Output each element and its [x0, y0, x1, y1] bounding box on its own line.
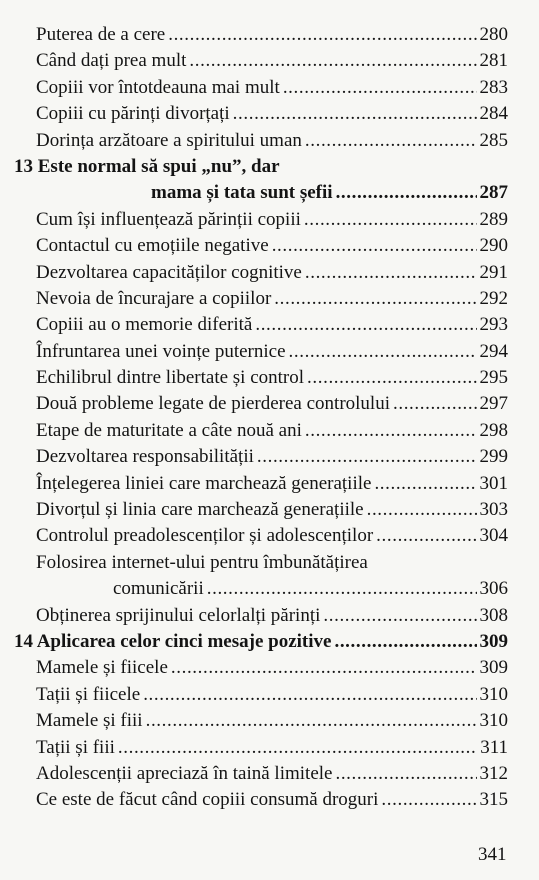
dot-leader: [323, 603, 476, 629]
toc-entry-page: 295: [479, 367, 508, 389]
toc-entry: [14, 735, 508, 761]
dot-leader: [146, 708, 477, 734]
dot-leader: [189, 48, 476, 74]
toc-entry: [14, 286, 508, 312]
chapter-13-page: 287: [479, 182, 508, 204]
dot-leader: [257, 444, 477, 470]
toc-entry-page: 280: [479, 24, 508, 45]
toc-entry-title: Două probleme legate de pierderea controlului: [36, 393, 390, 415]
dot-leader: [305, 260, 477, 286]
toc-entry-title: Copiii cu părinți divorțați: [36, 103, 230, 125]
dot-leader: [305, 128, 477, 154]
toc-entry: [14, 444, 508, 470]
dot-leader: [335, 761, 476, 787]
toc-entry: [14, 75, 508, 101]
chapter-14-title: 14 Aplicarea celor cinci mesaje pozitive: [14, 630, 332, 652]
toc-entry: [14, 523, 508, 549]
toc-entry-title: Divorțul și linia care marchează generațiile: [36, 499, 364, 521]
chapter-13-title-line2: mama și tata sunt șefii: [151, 182, 333, 204]
dot-leader: [376, 523, 476, 549]
toc-entry-page: 308: [479, 604, 508, 626]
toc-entry-title: Tații și fiicele: [36, 683, 141, 705]
toc-entry-title: Mamele și fiii: [36, 710, 143, 732]
toc-entry-page: 281: [479, 50, 508, 72]
toc-entry-title-line1: Folosirea internet-ului pentru îmbunătățirea: [36, 551, 368, 573]
toc-entry: [14, 48, 508, 74]
toc-entry-page: 304: [479, 525, 508, 547]
chapter-13-title-line1: 13 Este normal să spui „nu”, dar: [14, 155, 280, 177]
dot-leader: [374, 471, 476, 497]
toc-entry-wrapped-cont: [14, 576, 508, 602]
toc-entry-page: 311: [480, 736, 508, 758]
toc-entry-title: Copiii au o memorie diferită: [36, 314, 253, 336]
toc-entry: [14, 128, 508, 154]
chapter-13-heading: [14, 154, 508, 180]
toc-entry: [14, 787, 508, 813]
toc-entry: [14, 260, 508, 286]
dot-leader: [367, 497, 477, 523]
toc-entry-title: Etape de maturitate a câte nouă ani: [36, 419, 302, 441]
toc-entry: [14, 761, 508, 787]
toc-entry-title: Copiii vor întotdeauna mai mult: [36, 76, 280, 98]
toc-entry-page: 297: [479, 393, 508, 415]
toc-entry-title: Adolescenții apreciază în taină limitele: [36, 762, 333, 784]
toc-entry-title: Controlul preadolescenților și adolescenților: [36, 525, 374, 547]
toc-entry-title: Obținerea sprijinului celorlalți părinți: [36, 604, 321, 626]
toc-entry-title: Când dați prea mult: [36, 50, 187, 72]
table-of-contents: [14, 22, 508, 814]
toc-entry-page: 291: [479, 261, 508, 283]
toc-entry: [14, 207, 508, 233]
dot-leader: [255, 312, 476, 338]
toc-entry: [14, 101, 508, 127]
toc-entry-page: 293: [479, 314, 508, 336]
dot-leader: [283, 75, 477, 101]
toc-entry-title: Contactul cu emoțiile negative: [36, 235, 269, 257]
dot-leader: [118, 735, 477, 761]
toc-entry-title: Nevoia de încurajare a copiilor: [36, 287, 272, 309]
dot-leader: [168, 22, 476, 48]
dot-leader: [289, 339, 477, 365]
toc-entry-page: 289: [479, 208, 508, 230]
toc-entry-page: 294: [479, 340, 508, 362]
toc-entry-page: 299: [479, 446, 508, 468]
toc-entry-title: Echilibrul dintre libertate și control: [36, 367, 305, 389]
toc-entry-page: 298: [479, 419, 508, 441]
chapter-13-heading-cont: [14, 180, 508, 206]
toc-entry: [14, 391, 508, 417]
dot-leader: [307, 365, 476, 391]
toc-entry-page: 310: [479, 710, 508, 732]
toc-entry-page: 312: [479, 762, 508, 784]
chapter-14-heading: [14, 629, 508, 655]
toc-entry: [14, 312, 508, 338]
dot-leader: [334, 629, 476, 655]
dot-leader: [393, 391, 477, 417]
toc-entry-page: 315: [479, 789, 508, 811]
dot-leader: [207, 576, 477, 602]
toc-entry-page: 301: [479, 472, 508, 494]
toc-entry-page: 284: [479, 103, 508, 125]
toc-entry-page: 310: [479, 683, 508, 705]
dot-leader: [274, 286, 476, 312]
toc-entry-title-line2: comunicării: [113, 578, 204, 600]
toc-entry: [14, 22, 508, 48]
toc-entry-wrapped: [14, 550, 508, 576]
toc-entry-page: 285: [479, 129, 508, 151]
toc-entry-title: Înfruntarea unei voințe puternice: [36, 340, 286, 362]
toc-entry-page: 309: [479, 657, 508, 679]
dot-leader: [336, 180, 477, 206]
dot-leader: [304, 207, 477, 233]
toc-entry-page: 306: [479, 578, 508, 600]
toc-entry-title: Cum își influențează părinții copiii: [36, 208, 301, 230]
toc-entry: [14, 497, 508, 523]
dot-leader: [143, 682, 476, 708]
chapter-14-page: 309: [479, 630, 508, 652]
toc-entry-title: Puterea de a cere: [36, 24, 166, 45]
toc-entry-title: Dezvoltarea responsabilității: [36, 446, 254, 468]
toc-entry: [14, 471, 508, 497]
toc-entry-title: Dezvoltarea capacităților cognitive: [36, 261, 302, 283]
toc-entry: [14, 682, 508, 708]
toc-entry: [14, 708, 508, 734]
dot-leader: [272, 233, 477, 259]
toc-entry: [14, 418, 508, 444]
dot-leader: [381, 787, 476, 813]
dot-leader: [171, 655, 477, 681]
toc-entry-page: 303: [479, 499, 508, 521]
toc-entry-page: 292: [479, 287, 508, 309]
toc-entry-page: 283: [479, 76, 508, 98]
toc-entry-page: 290: [479, 235, 508, 257]
toc-entry-title: Dorința arzătoare a spiritului uman: [36, 129, 302, 151]
dot-leader: [305, 418, 477, 444]
toc-entry: [14, 233, 508, 259]
toc-entry-title: Ce este de făcut când copiii consumă droguri: [36, 789, 379, 811]
toc-entry-title: Tații și fiii: [36, 736, 115, 758]
toc-entry: [14, 365, 508, 391]
toc-entry: [14, 655, 508, 681]
toc-entry: [14, 603, 508, 629]
page-number: 341: [478, 844, 507, 865]
toc-entry-title: Înțelegerea liniei care marchează generațiile: [36, 472, 372, 494]
toc-entry-title: Mamele și fiicele: [36, 657, 168, 679]
dot-leader: [233, 101, 477, 127]
toc-entry: [14, 339, 508, 365]
